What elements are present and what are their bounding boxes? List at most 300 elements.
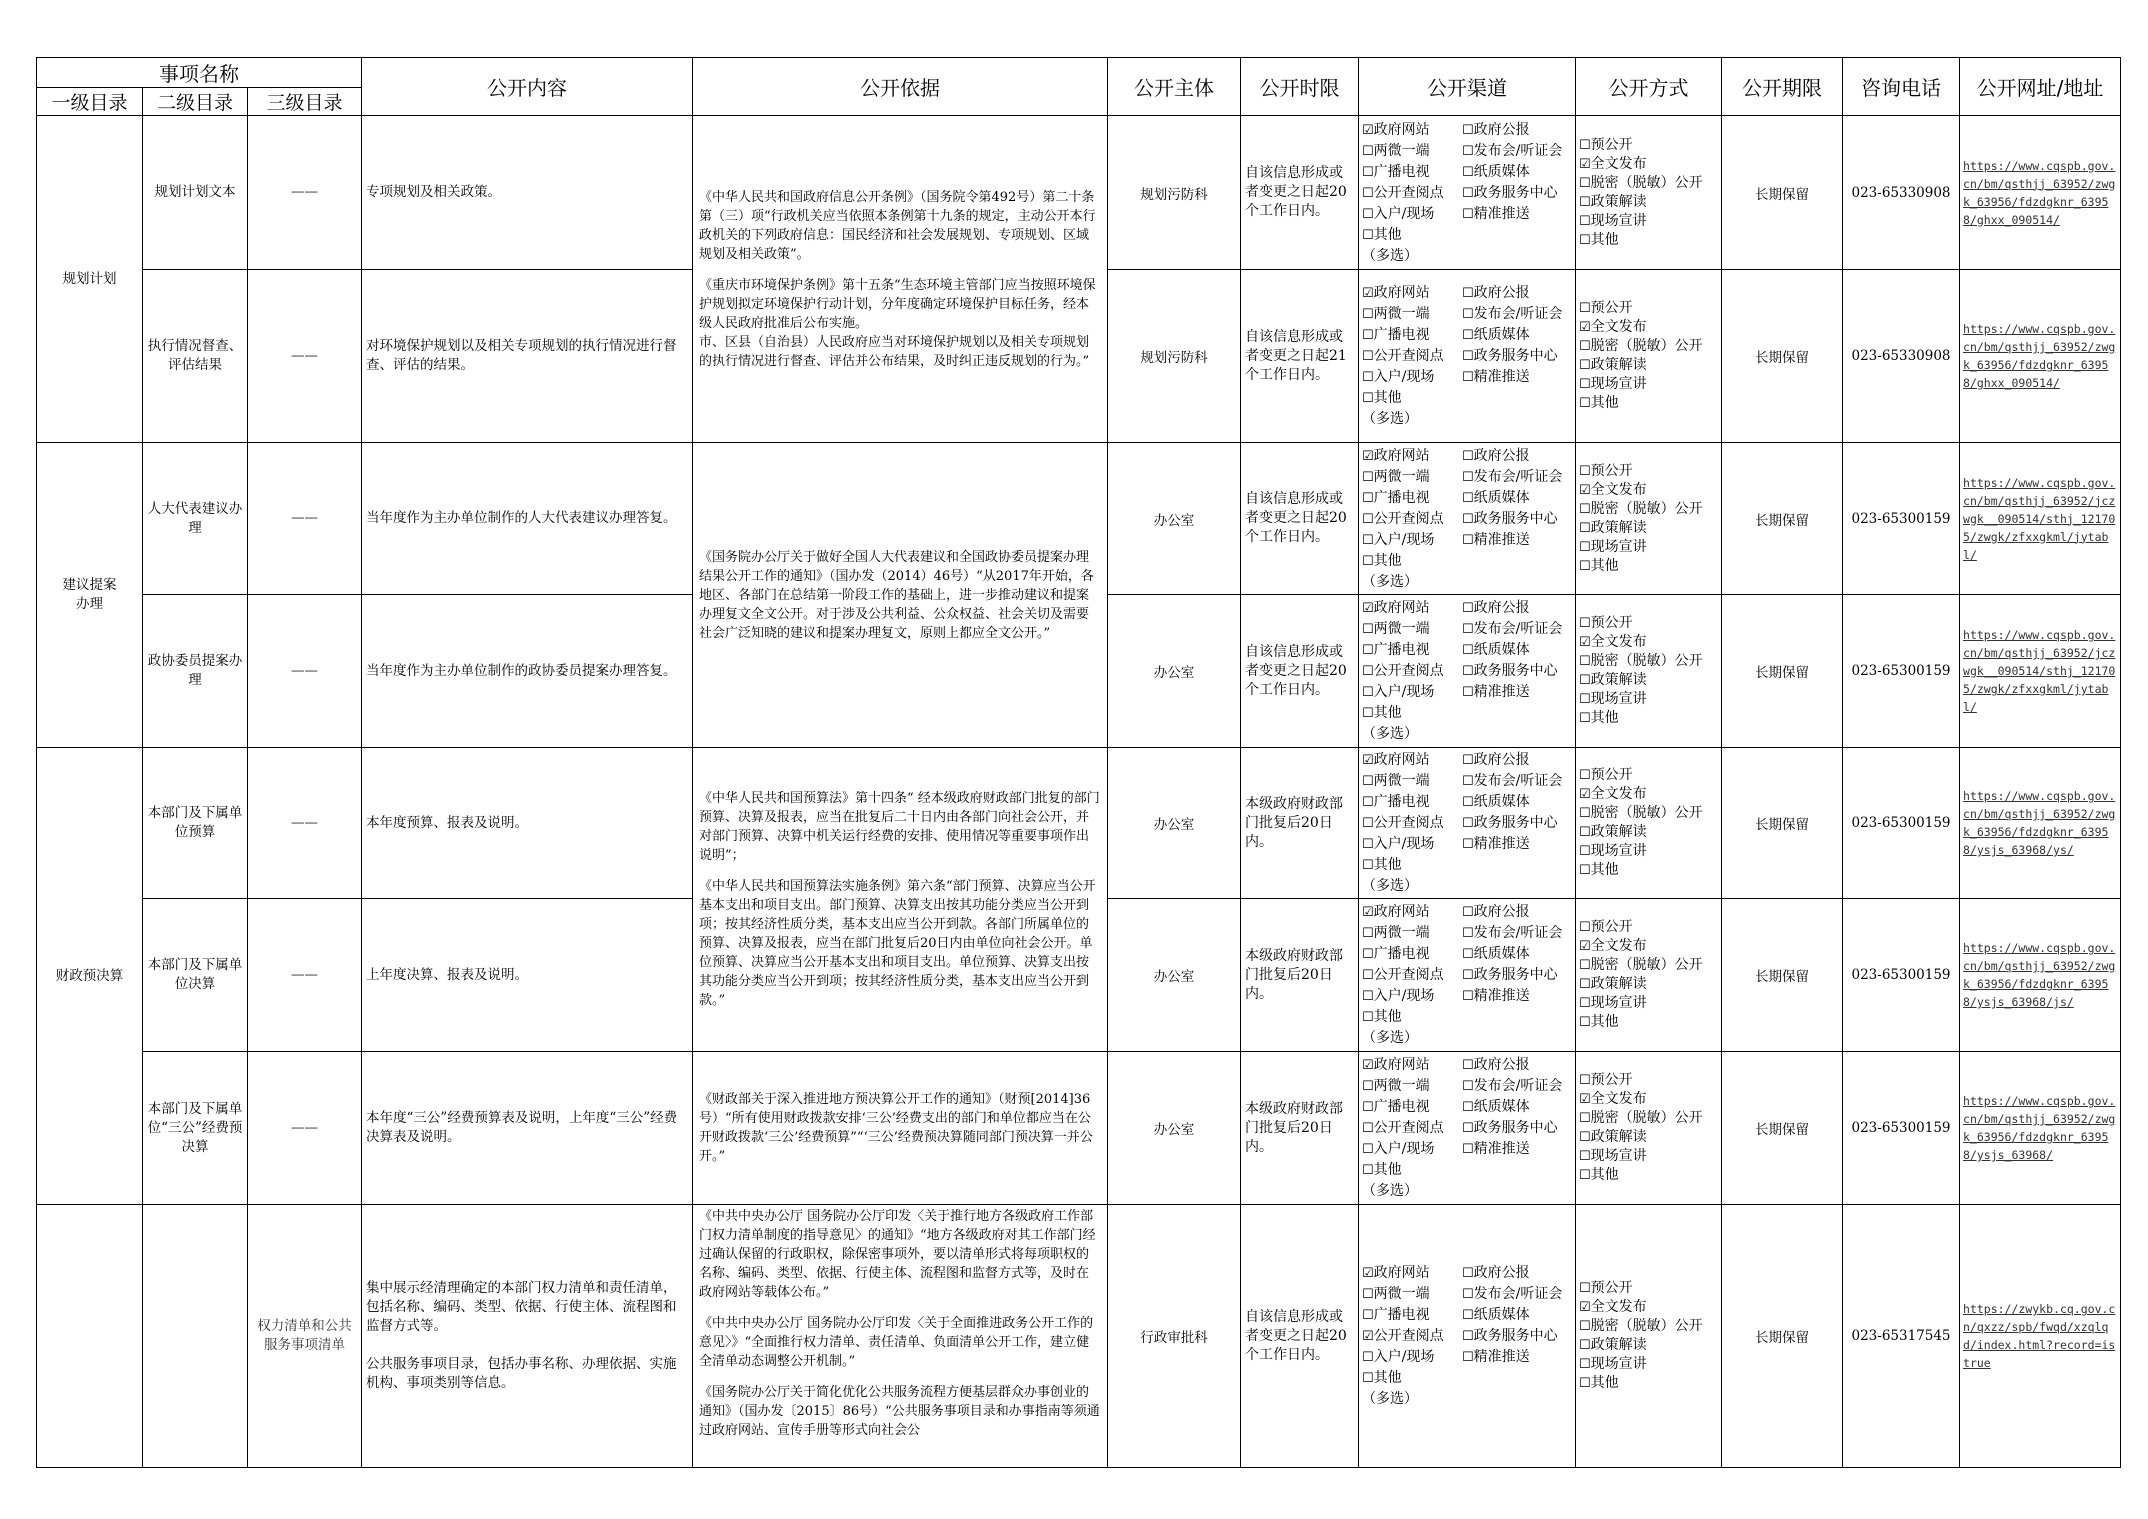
phone-cell: 023-65300159 [1843, 899, 1960, 1052]
channel-option[interactable] [1462, 1263, 1572, 1284]
channel-option[interactable] [1362, 923, 1458, 944]
checked-box-icon[interactable]: ☑ [1579, 787, 1591, 802]
channel-option[interactable] [1462, 923, 1572, 944]
channel-label: 发布会/听证会 [1473, 468, 1563, 485]
channel-option[interactable] [1362, 986, 1458, 1007]
checkbox-icon[interactable]: ☐ [1579, 996, 1591, 1011]
checkbox-icon[interactable]: ☐ [1579, 377, 1591, 392]
channel-option[interactable] [1462, 1139, 1572, 1160]
method-option[interactable] [1579, 823, 1718, 842]
channel-option[interactable] [1462, 325, 1572, 346]
channel-option[interactable] [1462, 661, 1572, 682]
checkbox-icon[interactable]: ☐ [1362, 1163, 1374, 1178]
method-option[interactable] [1579, 1336, 1718, 1355]
channel-option[interactable] [1462, 183, 1572, 204]
checkbox-icon[interactable]: ☐ [1462, 448, 1474, 464]
checkbox-icon[interactable]: ☐ [1579, 1111, 1591, 1126]
checkbox-icon[interactable]: ☐ [1362, 164, 1374, 180]
url-link[interactable]: https://www.cqspb.gov.cn/bm/qsthjj_63952/zwgk_63956/fdzdgknr_63958/ghxx_090514/ [1960, 116, 2121, 270]
method-option[interactable] [1579, 136, 1718, 155]
channel-option[interactable] [1462, 792, 1572, 813]
channel-label: 其他 [1373, 390, 1402, 406]
method-option[interactable] [1579, 1355, 1718, 1374]
checkbox-icon[interactable]: ☐ [1579, 358, 1591, 373]
checkbox-icon[interactable]: ☐ [1579, 396, 1591, 411]
channel-option[interactable] [1362, 1263, 1458, 1284]
checkbox-icon[interactable]: ☐ [1462, 601, 1474, 616]
checkbox-icon[interactable]: ☐ [1362, 1079, 1374, 1094]
checked-box-icon[interactable]: ☑ [1362, 1266, 1374, 1281]
checkbox-icon[interactable]: ☐ [1579, 539, 1591, 555]
method-option[interactable] [1579, 1298, 1718, 1317]
checkbox-icon[interactable]: ☐ [1462, 1350, 1474, 1365]
checkbox-icon[interactable]: ☐ [1362, 1142, 1374, 1157]
checkbox-icon[interactable]: ☐ [1579, 863, 1591, 878]
method-option[interactable] [1579, 519, 1718, 538]
channel-option[interactable] [1362, 944, 1458, 965]
method-option[interactable] [1579, 1166, 1718, 1185]
channel-option[interactable] [1362, 619, 1458, 640]
subject-cell: 规划污防科 [1108, 116, 1241, 270]
channel-label: 其他 [1373, 1009, 1402, 1025]
checkbox-icon[interactable]: ☐ [1362, 490, 1374, 506]
channel-label: 发布会/听证会 [1473, 306, 1563, 322]
checkbox-icon[interactable]: ☐ [1362, 858, 1374, 873]
channel-option[interactable] [1462, 141, 1572, 162]
checkbox-icon[interactable]: ☐ [1462, 307, 1474, 322]
method-option[interactable] [1579, 299, 1718, 318]
checkbox-icon[interactable]: ☐ [1362, 643, 1374, 658]
channel-option[interactable] [1362, 120, 1458, 141]
method-option[interactable] [1579, 842, 1718, 861]
checkbox-icon[interactable]: ☐ [1462, 837, 1474, 852]
checkbox-icon[interactable]: ☐ [1462, 926, 1474, 941]
channel-option[interactable] [1362, 551, 1458, 572]
channel-option[interactable] [1462, 750, 1572, 771]
channel-option[interactable] [1362, 283, 1458, 304]
channel-option[interactable] [1362, 703, 1458, 724]
method-option[interactable] [1579, 671, 1718, 690]
checkbox-icon[interactable]: ☐ [1362, 370, 1374, 385]
channel-option[interactable] [1362, 530, 1458, 551]
channel-option[interactable] [1362, 855, 1458, 876]
checkbox-icon[interactable]: ☐ [1362, 816, 1374, 831]
checked-box-icon[interactable]: ☑ [1579, 156, 1591, 172]
method-option[interactable] [1579, 1317, 1718, 1336]
level3-cell: 权力清单和公共服务事项清单 [248, 1205, 362, 1468]
channel-option[interactable] [1462, 204, 1572, 225]
channel-option[interactable] [1462, 598, 1572, 619]
channel-option[interactable] [1362, 902, 1458, 923]
channel-option[interactable] [1462, 120, 1572, 141]
checkbox-icon[interactable]: ☐ [1462, 816, 1474, 831]
url-link[interactable]: https://www.cqspb.gov.cn/bm/qsthjj_63952/jczwgk__090514/sthj_121705/zwgk/zfxxgkml/jytabl/ [1960, 443, 2121, 595]
channel-option[interactable] [1362, 162, 1458, 183]
method-option[interactable] [1579, 690, 1718, 709]
checkbox-icon[interactable]: ☐ [1579, 1130, 1591, 1145]
method-option[interactable] [1579, 1013, 1718, 1032]
channel-label: 政府网站 [1373, 904, 1430, 920]
method-option[interactable] [1579, 956, 1718, 975]
checkbox-icon[interactable]: ☐ [1462, 185, 1474, 201]
method-option[interactable] [1579, 918, 1718, 937]
checkbox-icon[interactable]: ☐ [1462, 774, 1474, 789]
channel-option[interactable] [1362, 467, 1458, 488]
channel-option[interactable] [1462, 1305, 1572, 1326]
checkbox-icon[interactable]: ☐ [1362, 307, 1374, 322]
checkbox-icon[interactable]: ☐ [1362, 926, 1374, 941]
channel-option[interactable] [1362, 1347, 1458, 1368]
checkbox-icon[interactable]: ☐ [1579, 958, 1591, 973]
checkbox-icon[interactable]: ☐ [1462, 349, 1474, 364]
checkbox-icon[interactable]: ☐ [1362, 553, 1374, 569]
method-label: 脱密（脱敏）公开 [1590, 957, 1703, 973]
checkbox-icon[interactable]: ☐ [1362, 532, 1374, 548]
channel-option[interactable] [1362, 1118, 1458, 1139]
method-option[interactable] [1579, 994, 1718, 1013]
channel-option[interactable] [1462, 1326, 1572, 1347]
channel-option[interactable] [1462, 1347, 1572, 1368]
checked-box-icon[interactable]: ☑ [1362, 448, 1374, 464]
checkbox-icon[interactable]: ☐ [1362, 947, 1374, 962]
checkbox-icon[interactable]: ☐ [1579, 920, 1591, 935]
channel-option[interactable] [1362, 141, 1458, 162]
channel-option[interactable] [1362, 965, 1458, 986]
checkbox-icon[interactable]: ☐ [1579, 806, 1591, 821]
channel-option[interactable] [1362, 1160, 1458, 1181]
method-option[interactable] [1579, 861, 1718, 880]
checkbox-icon[interactable]: ☐ [1462, 1266, 1474, 1281]
checkbox-icon[interactable]: ☐ [1362, 206, 1374, 222]
method-option[interactable] [1579, 614, 1718, 633]
method-option[interactable] [1579, 500, 1718, 519]
checked-box-icon[interactable]: ☑ [1362, 601, 1374, 616]
channel-option[interactable] [1362, 509, 1458, 530]
checkbox-icon[interactable]: ☐ [1579, 175, 1591, 191]
channel-option[interactable] [1462, 304, 1572, 325]
checkbox-icon[interactable]: ☐ [1362, 1010, 1374, 1025]
checkbox-icon[interactable]: ☐ [1462, 143, 1474, 159]
checkbox-icon[interactable]: ☐ [1462, 1329, 1474, 1344]
method-option[interactable] [1579, 538, 1718, 557]
checkbox-icon[interactable]: ☐ [1362, 1371, 1374, 1386]
channel-option[interactable] [1362, 1284, 1458, 1305]
channel-option[interactable] [1362, 488, 1458, 509]
checkbox-icon[interactable]: ☐ [1462, 511, 1474, 527]
method-option[interactable] [1579, 337, 1718, 356]
basis-paragraph: 《中共中央办公厅 国务院办公厅印发〈关于全面推进政务公开工作的意见〉》“全面推行权力清单、责任清单、负面清单公开工作，建立健全清单动态调整公开机制。” [699, 1316, 1094, 1369]
channel-option[interactable] [1462, 902, 1572, 923]
checkbox-icon[interactable]: ☐ [1579, 711, 1591, 726]
channel-option[interactable] [1362, 183, 1458, 204]
channel-option[interactable] [1362, 834, 1458, 855]
channel-option[interactable] [1362, 640, 1458, 661]
multi-select-note: （多选） [1362, 1030, 1419, 1046]
method-option[interactable] [1579, 1128, 1718, 1147]
channel-option[interactable] [1462, 346, 1572, 367]
checkbox-icon[interactable]: ☐ [1462, 1308, 1474, 1323]
checkbox-icon[interactable]: ☐ [1579, 1319, 1591, 1334]
checkbox-icon[interactable]: ☐ [1362, 143, 1374, 159]
checkbox-icon[interactable]: ☐ [1579, 1338, 1591, 1353]
method-option[interactable] [1579, 155, 1718, 174]
channel-option[interactable] [1462, 813, 1572, 834]
channel-option[interactable] [1362, 771, 1458, 792]
checked-box-icon[interactable]: ☑ [1362, 753, 1374, 768]
channel-option[interactable] [1362, 1097, 1458, 1118]
method-option[interactable] [1579, 193, 1718, 212]
checked-box-icon[interactable]: ☑ [1579, 482, 1591, 498]
checked-box-icon[interactable]: ☑ [1579, 635, 1591, 650]
channel-option[interactable] [1362, 1055, 1458, 1076]
method-option[interactable] [1579, 1374, 1718, 1393]
checkbox-icon[interactable]: ☐ [1462, 643, 1474, 658]
checkbox-icon[interactable]: ☐ [1462, 490, 1474, 506]
channel-option[interactable] [1362, 1076, 1458, 1097]
checkbox-icon[interactable]: ☐ [1362, 227, 1374, 243]
channel-option[interactable] [1362, 346, 1458, 367]
checked-box-icon[interactable]: ☑ [1579, 939, 1591, 954]
checkbox-icon[interactable]: ☐ [1579, 232, 1591, 248]
checkbox-icon[interactable]: ☐ [1462, 1100, 1474, 1115]
method-option[interactable] [1579, 1071, 1718, 1090]
channel-option[interactable] [1462, 834, 1572, 855]
method-option[interactable] [1579, 212, 1718, 231]
checkbox-icon[interactable]: ☐ [1462, 989, 1474, 1004]
url-link[interactable]: https://zwykb.cq.gov.cn/qxzz/spb/fwqd/xzqlqd/index.html?record=istrue [1960, 1205, 2121, 1468]
checkbox-icon[interactable]: ☐ [1579, 616, 1591, 631]
channel-option[interactable] [1362, 1368, 1458, 1389]
checkbox-icon[interactable]: ☐ [1579, 1376, 1591, 1391]
channel-option[interactable] [1362, 682, 1458, 703]
checkbox-icon[interactable]: ☐ [1362, 795, 1374, 810]
checkbox-icon[interactable]: ☐ [1462, 164, 1474, 180]
checked-box-icon[interactable]: ☑ [1579, 1300, 1591, 1315]
checked-box-icon[interactable]: ☑ [1362, 1329, 1374, 1344]
basis-paragraph: 《国务院办公厅关于做好全国人大代表建议和全国政协委员提案办理结果公开工作的通知》（国办发（2014）46号）“从2017年开始，各地区、各部门在总结第一阶段工作的基础上，进一步推动建议和提案办理复文全文公开。对于涉及公共利益、公众权益、社会关切及需要社会广泛知晓的建议和提案办理复文，原则上都应全文公开。” [699, 549, 1094, 641]
channel-option[interactable] [1462, 619, 1572, 640]
channel-option[interactable] [1462, 944, 1572, 965]
channel-option[interactable] [1362, 1305, 1458, 1326]
checkbox-icon[interactable]: ☐ [1362, 349, 1374, 364]
checkbox-icon[interactable]: ☐ [1362, 622, 1374, 637]
method-option[interactable] [1579, 804, 1718, 823]
checkbox-icon[interactable]: ☐ [1462, 947, 1474, 962]
channel-option[interactable] [1362, 1326, 1458, 1347]
checkbox-icon[interactable]: ☐ [1462, 795, 1474, 810]
method-option[interactable] [1579, 1090, 1718, 1109]
checkbox-icon[interactable]: ☐ [1462, 1142, 1474, 1157]
channel-option[interactable] [1462, 771, 1572, 792]
method-option[interactable] [1579, 356, 1718, 375]
checkbox-icon[interactable]: ☐ [1362, 1287, 1374, 1302]
checkbox-icon[interactable]: ☐ [1579, 768, 1591, 783]
channel-option[interactable] [1462, 530, 1572, 551]
method-option[interactable] [1579, 766, 1718, 785]
checkbox-icon[interactable]: ☐ [1462, 122, 1474, 138]
channel-option[interactable] [1462, 446, 1572, 467]
channel-option[interactable] [1362, 225, 1458, 246]
checkbox-icon[interactable]: ☐ [1579, 301, 1591, 316]
checkbox-icon[interactable]: ☐ [1579, 673, 1591, 688]
method-option[interactable] [1579, 375, 1718, 394]
channel-option[interactable] [1362, 750, 1458, 771]
checkbox-icon[interactable]: ☐ [1579, 463, 1591, 479]
checkbox-icon[interactable]: ☐ [1462, 370, 1474, 385]
checkbox-icon[interactable]: ☐ [1362, 1308, 1374, 1323]
checked-box-icon[interactable]: ☑ [1579, 1092, 1591, 1107]
channel-option[interactable] [1362, 446, 1458, 467]
checked-box-icon[interactable]: ☑ [1579, 320, 1591, 335]
method-option[interactable] [1579, 557, 1718, 576]
checkbox-icon[interactable]: ☐ [1462, 664, 1474, 679]
checked-box-icon[interactable]: ☑ [1362, 905, 1374, 920]
checkbox-icon[interactable]: ☐ [1579, 825, 1591, 840]
channel-option[interactable] [1462, 1097, 1572, 1118]
checkbox-icon[interactable]: ☐ [1579, 1281, 1591, 1296]
channel-option[interactable] [1362, 367, 1458, 388]
method-option[interactable] [1579, 481, 1718, 500]
channel-option[interactable] [1362, 388, 1458, 409]
checkbox-icon[interactable]: ☐ [1462, 328, 1474, 343]
checkbox-icon[interactable]: ☐ [1462, 1079, 1474, 1094]
method-label: 全文发布 [1590, 1091, 1647, 1107]
channel-label: 政府网站 [1373, 447, 1430, 464]
channel-option[interactable] [1462, 162, 1572, 183]
checkbox-icon[interactable]: ☐ [1362, 685, 1374, 700]
channel-option[interactable] [1462, 283, 1572, 304]
channel-option[interactable] [1362, 304, 1458, 325]
checked-box-icon[interactable]: ☑ [1362, 286, 1374, 301]
checkbox-icon[interactable]: ☐ [1579, 1357, 1591, 1372]
checkbox-icon[interactable]: ☐ [1362, 774, 1374, 789]
checkbox-icon[interactable]: ☐ [1462, 905, 1474, 920]
checkbox-icon[interactable]: ☐ [1362, 185, 1374, 201]
checked-box-icon[interactable]: ☑ [1362, 122, 1374, 138]
checkbox-icon[interactable]: ☐ [1579, 501, 1591, 517]
channel-option[interactable] [1462, 1055, 1572, 1076]
checkbox-icon[interactable]: ☐ [1579, 213, 1591, 229]
method-option[interactable] [1579, 652, 1718, 671]
url-link[interactable]: https://www.cqspb.gov.cn/bm/qsthjj_63952/zwgk_63956/fdzdgknr_63958/ghxx_090514/ [1960, 270, 2121, 443]
method-option[interactable] [1579, 462, 1718, 481]
channel-option[interactable] [1462, 682, 1572, 703]
method-option[interactable] [1579, 975, 1718, 994]
checkbox-icon[interactable]: ☐ [1462, 1058, 1474, 1073]
method-option[interactable] [1579, 1279, 1718, 1298]
checkbox-icon[interactable]: ☐ [1579, 844, 1591, 859]
checkbox-icon[interactable]: ☐ [1579, 692, 1591, 707]
checkbox-icon[interactable]: ☐ [1462, 469, 1474, 485]
checkbox-icon[interactable]: ☐ [1579, 194, 1591, 210]
channel-option[interactable] [1362, 1139, 1458, 1160]
channel-option[interactable] [1462, 509, 1572, 530]
checkbox-icon[interactable]: ☐ [1462, 1121, 1474, 1136]
url-link[interactable]: https://www.cqspb.gov.cn/bm/qsthjj_63952/jczwgk__090514/sthj_121705/zwgk/zfxxgkml/jytabl/ [1960, 595, 2121, 748]
method-option[interactable] [1579, 1109, 1718, 1128]
method-option[interactable] [1579, 785, 1718, 804]
method-option[interactable] [1579, 633, 1718, 652]
method-option[interactable] [1579, 318, 1718, 337]
checkbox-icon[interactable]: ☐ [1579, 1168, 1591, 1183]
channel-option[interactable] [1462, 986, 1572, 1007]
checkbox-icon[interactable]: ☐ [1579, 339, 1591, 354]
url-link[interactable]: https://www.cqspb.gov.cn/bm/qsthjj_63952/zwgk_63956/fdzdgknr_63958/ysjs_63968/js/ [1960, 899, 2121, 1052]
channel-option[interactable] [1362, 792, 1458, 813]
method-label: 预公开 [1590, 1072, 1633, 1088]
method-option[interactable] [1579, 709, 1718, 728]
channel-option[interactable] [1362, 598, 1458, 619]
checkbox-icon[interactable]: ☐ [1362, 664, 1374, 679]
channel-option[interactable] [1462, 1076, 1572, 1097]
checkbox-icon[interactable]: ☐ [1362, 989, 1374, 1004]
checkbox-icon[interactable]: ☐ [1462, 753, 1474, 768]
channel-option[interactable] [1462, 965, 1572, 986]
channel-option[interactable] [1362, 204, 1458, 225]
url-link[interactable]: https://www.cqspb.gov.cn/bm/qsthjj_63952/zwgk_63956/fdzdgknr_63958/ysjs_63968/ys/ [1960, 748, 2121, 899]
channel-option[interactable] [1462, 488, 1572, 509]
checkbox-icon[interactable]: ☐ [1462, 622, 1474, 637]
checkbox-icon[interactable]: ☐ [1579, 1149, 1591, 1164]
channel-label: 纸质媒体 [1473, 642, 1530, 658]
level1-cell: 财政预决算 [37, 748, 143, 1205]
checkbox-icon[interactable]: ☐ [1362, 706, 1374, 721]
method-option[interactable] [1579, 937, 1718, 956]
channel-option[interactable] [1362, 325, 1458, 346]
channel-option[interactable] [1462, 367, 1572, 388]
channel-label: 精准推送 [1473, 988, 1530, 1004]
checkbox-icon[interactable]: ☐ [1579, 1073, 1591, 1088]
checkbox-icon[interactable]: ☐ [1462, 206, 1474, 222]
channel-option[interactable] [1362, 813, 1458, 834]
checkbox-icon[interactable]: ☐ [1579, 654, 1591, 669]
checkbox-icon[interactable]: ☐ [1362, 511, 1374, 527]
channel-option[interactable] [1462, 1284, 1572, 1305]
checkbox-icon[interactable]: ☐ [1579, 137, 1591, 153]
url-link[interactable]: https://www.cqspb.gov.cn/bm/qsthjj_63952/zwgk_63956/fdzdgknr_63958/ysjs_63968/ [1960, 1052, 2121, 1205]
checked-box-icon[interactable]: ☑ [1362, 1058, 1374, 1073]
checkbox-icon[interactable]: ☐ [1462, 1287, 1474, 1302]
checkbox-icon[interactable]: ☐ [1362, 1350, 1374, 1365]
checkbox-icon[interactable]: ☐ [1462, 968, 1474, 983]
checkbox-icon[interactable]: ☐ [1462, 685, 1474, 700]
channel-option[interactable] [1462, 467, 1572, 488]
method-option[interactable] [1579, 174, 1718, 193]
channel-label: 纸质媒体 [1473, 1307, 1530, 1323]
method-option[interactable] [1579, 1147, 1718, 1166]
checkbox-icon[interactable]: ☐ [1362, 1100, 1374, 1115]
channel-option[interactable] [1462, 640, 1572, 661]
checkbox-icon[interactable]: ☐ [1362, 837, 1374, 852]
channel-option[interactable] [1462, 1118, 1572, 1139]
channel-option[interactable] [1362, 1007, 1458, 1028]
checkbox-icon[interactable]: ☐ [1362, 968, 1374, 983]
channel-option[interactable] [1362, 661, 1458, 682]
level2-cell [143, 1205, 248, 1468]
checkbox-icon[interactable]: ☐ [1579, 558, 1591, 574]
checkbox-icon[interactable]: ☐ [1462, 286, 1474, 301]
checkbox-icon[interactable]: ☐ [1579, 1015, 1591, 1030]
checkbox-icon[interactable]: ☐ [1362, 391, 1374, 406]
method-option[interactable] [1579, 394, 1718, 413]
checkbox-icon[interactable]: ☐ [1579, 977, 1591, 992]
checkbox-icon[interactable]: ☐ [1362, 1121, 1374, 1136]
method-option[interactable] [1579, 231, 1718, 250]
checkbox-icon[interactable]: ☐ [1362, 469, 1374, 485]
checkbox-icon[interactable]: ☐ [1462, 532, 1474, 548]
checkbox-icon[interactable]: ☐ [1362, 328, 1374, 343]
checkbox-icon[interactable]: ☐ [1579, 520, 1591, 536]
